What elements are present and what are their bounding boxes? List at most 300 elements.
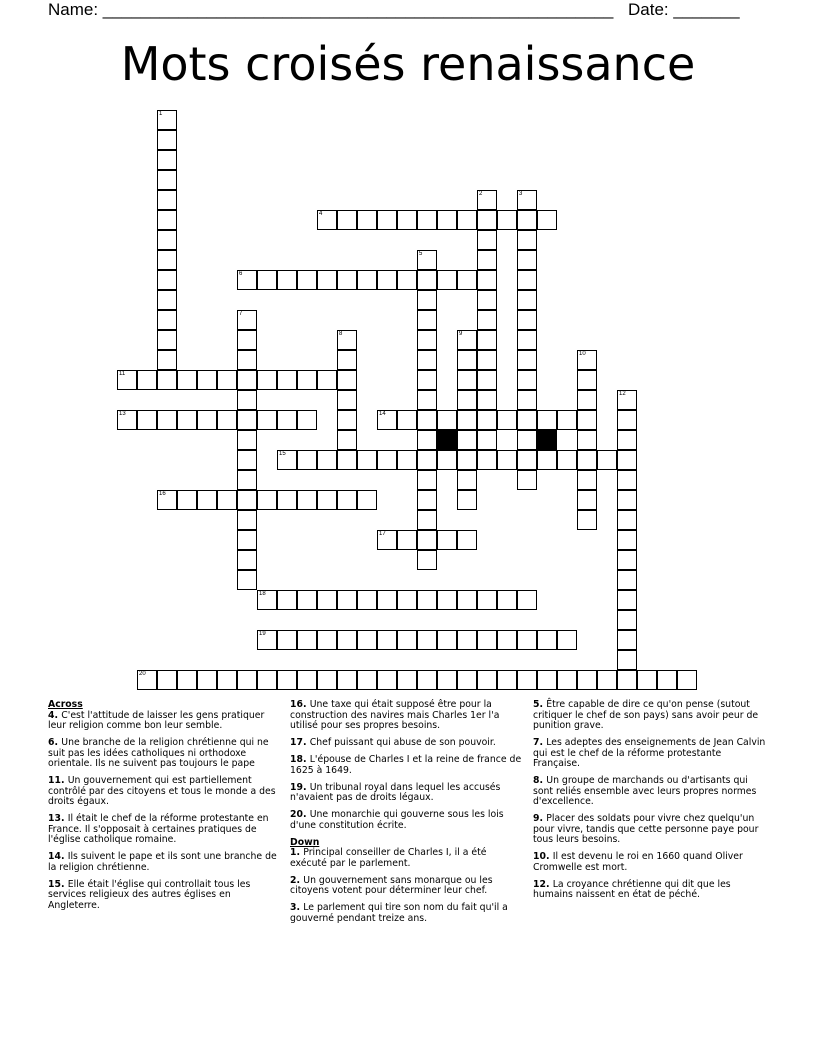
- grid-cell[interactable]: [297, 410, 317, 430]
- grid-cell[interactable]: [417, 270, 437, 290]
- clue-item-number: 19: [290, 781, 303, 793]
- black-square: [537, 430, 557, 450]
- grid-cell[interactable]: [217, 490, 237, 510]
- grid-cell[interactable]: [437, 530, 457, 550]
- grid-cell[interactable]: [277, 370, 297, 390]
- grid-cell[interactable]: [157, 250, 177, 270]
- clue-item-number: 15: [48, 878, 61, 890]
- grid-cell[interactable]: [377, 590, 397, 610]
- grid-cell[interactable]: [317, 370, 337, 390]
- clue-item: 20. Une monarchie qui gouverne sous les lois d'une constitution écrite.: [290, 809, 504, 831]
- grid-cell[interactable]: [317, 270, 337, 290]
- grid-cell[interactable]: [237, 430, 257, 450]
- grid-cell[interactable]: [237, 370, 257, 390]
- grid-cell[interactable]: [457, 270, 477, 290]
- clue-item-number: 9: [533, 813, 540, 824]
- clues-heading: Down: [290, 836, 320, 848]
- grid-cell[interactable]: [477, 590, 497, 610]
- grid-cell[interactable]: [617, 390, 637, 410]
- grid-cell[interactable]: [377, 630, 397, 650]
- grid-cell[interactable]: [477, 230, 497, 250]
- clue-item-text: Un tribunal royal dans lequel les accusés n'avaient pas de droits légaux.: [290, 781, 501, 803]
- grid-cell[interactable]: [477, 270, 497, 290]
- grid-cell[interactable]: [577, 470, 597, 490]
- grid-cell[interactable]: [457, 410, 477, 430]
- grid-cell[interactable]: [457, 390, 477, 410]
- clue-item-text: L'épouse de Charles I et la reine de france de 1625 à 1649.: [290, 754, 522, 776]
- grid-cell[interactable]: [317, 590, 337, 610]
- clue-item: 14. Ils suivent le pape et ils sont une branche de la religion chrétienne.: [48, 851, 277, 873]
- grid-cell[interactable]: [597, 670, 617, 690]
- clue-item: 7. Les adeptes des enseignements de Jean Calvin qui est le chef de la réforme protestante Française.: [533, 737, 766, 769]
- grid-cell[interactable]: [577, 390, 597, 410]
- grid-cell[interactable]: [417, 630, 437, 650]
- grid-cell[interactable]: [177, 670, 197, 690]
- clue-number: 11: [119, 371, 126, 377]
- grid-cell[interactable]: [537, 210, 557, 230]
- grid-cell[interactable]: [237, 550, 257, 570]
- grid-cell[interactable]: [497, 410, 517, 430]
- grid-cell[interactable]: [257, 630, 277, 650]
- grid-cell[interactable]: [237, 330, 257, 350]
- grid-cell[interactable]: [157, 410, 177, 430]
- grid-cell[interactable]: [497, 210, 517, 230]
- grid-cell[interactable]: [157, 490, 177, 510]
- grid-cell[interactable]: [157, 330, 177, 350]
- grid-cell[interactable]: [617, 570, 637, 590]
- grid-cell[interactable]: [417, 290, 437, 310]
- grid-cell[interactable]: [517, 190, 537, 210]
- grid-cell[interactable]: [577, 490, 597, 510]
- clue-item-number: 5: [533, 699, 540, 710]
- grid-cell[interactable]: [617, 450, 637, 470]
- grid-cell[interactable]: [517, 430, 537, 450]
- clue-item-text: Un groupe de marchands ou d'artisants qui sont reliés ensemble avec leurs propres normes d'excellence.: [533, 775, 757, 807]
- grid-cell[interactable]: [217, 370, 237, 390]
- grid-cell[interactable]: [457, 430, 477, 450]
- grid-cell[interactable]: [517, 250, 537, 270]
- grid-cell[interactable]: [517, 330, 537, 350]
- grid-cell[interactable]: [337, 490, 357, 510]
- grid-cell[interactable]: [237, 530, 257, 550]
- grid-cell[interactable]: [657, 670, 677, 690]
- grid-cell[interactable]: [417, 450, 437, 470]
- grid-cell[interactable]: [437, 630, 457, 650]
- grid-cell[interactable]: [577, 510, 597, 530]
- clue-number: 19: [259, 631, 266, 637]
- grid-cell[interactable]: [517, 350, 537, 370]
- grid-cell[interactable]: [377, 410, 397, 430]
- grid-cell[interactable]: [157, 670, 177, 690]
- grid-cell[interactable]: [477, 330, 497, 350]
- clue-item-text: Un gouvernement qui est partiellement contrôlé par des citoyens et tous le monde a des droits égaux.: [48, 775, 276, 807]
- grid-cell[interactable]: [257, 490, 277, 510]
- grid-cell[interactable]: [397, 630, 417, 650]
- clue-item-number: 20: [290, 809, 303, 820]
- grid-cell[interactable]: [337, 670, 357, 690]
- grid-cell[interactable]: [477, 350, 497, 370]
- clue-number: 5: [419, 251, 423, 257]
- grid-cell[interactable]: [317, 450, 337, 470]
- grid-cell[interactable]: [337, 450, 357, 470]
- grid-cell[interactable]: [457, 210, 477, 230]
- clue-number: 7: [239, 311, 243, 317]
- grid-cell[interactable]: [617, 630, 637, 650]
- grid-cell[interactable]: [537, 670, 557, 690]
- grid-cell[interactable]: [177, 490, 197, 510]
- clues-heading: Across: [48, 699, 83, 710]
- clue-number: 16: [159, 491, 166, 497]
- grid-cell[interactable]: [357, 210, 377, 230]
- grid-cell[interactable]: [477, 430, 497, 450]
- grid-cell[interactable]: [477, 250, 497, 270]
- clue-item-number: 10: [533, 851, 546, 862]
- grid-cell[interactable]: [277, 590, 297, 610]
- grid-cell[interactable]: [477, 210, 497, 230]
- grid-cell[interactable]: [197, 370, 217, 390]
- grid-cell[interactable]: [357, 450, 377, 470]
- grid-cell[interactable]: [497, 630, 517, 650]
- grid-cell[interactable]: [457, 630, 477, 650]
- grid-cell[interactable]: [517, 450, 537, 470]
- clue-item: 8. Un groupe de marchands ou d'artisants qui sont reliés ensemble avec leurs propres normes d'excellence.: [533, 775, 757, 807]
- clue-item: 16. Une taxe qui était supposé être pour la construction des navires mais Charles 1er l'a utilisé pour ses propres besoins.: [290, 699, 500, 731]
- grid-cell[interactable]: [617, 550, 637, 570]
- grid-cell[interactable]: [617, 530, 637, 550]
- grid-cell[interactable]: [417, 370, 437, 390]
- clue-item-text: La croyance chrétienne qui dit que les humains naissent en état de péché.: [533, 878, 731, 900]
- grid-cell[interactable]: [237, 310, 257, 330]
- grid-cell[interactable]: [137, 670, 157, 690]
- grid-cell[interactable]: [197, 490, 217, 510]
- grid-cell[interactable]: [477, 190, 497, 210]
- clue-item-text: Placer des soldats pour vivre chez quelqu'un pour vivre, tandis que cette personne paye pour tous leurs besoins.: [533, 813, 759, 845]
- clue-item-number: 3: [290, 902, 297, 913]
- grid-cell[interactable]: [417, 510, 437, 530]
- grid-cell[interactable]: [297, 630, 317, 650]
- grid-cell[interactable]: [397, 450, 417, 470]
- grid-cell[interactable]: [397, 670, 417, 690]
- grid-cell[interactable]: [257, 370, 277, 390]
- grid-cell[interactable]: [517, 390, 537, 410]
- grid-cell[interactable]: [477, 670, 497, 690]
- grid-cell[interactable]: [297, 370, 317, 390]
- grid-cell[interactable]: [417, 310, 437, 330]
- grid-cell[interactable]: [617, 590, 637, 610]
- grid-cell[interactable]: [237, 450, 257, 470]
- grid-cell[interactable]: [157, 230, 177, 250]
- grid-cell[interactable]: [237, 670, 257, 690]
- grid-cell[interactable]: [337, 390, 357, 410]
- grid-cell[interactable]: [517, 210, 537, 230]
- clue-number: 1: [159, 111, 163, 117]
- grid-cell[interactable]: [137, 370, 157, 390]
- grid-cell[interactable]: [277, 410, 297, 430]
- grid-cell[interactable]: [437, 590, 457, 610]
- grid-cell[interactable]: [157, 310, 177, 330]
- grid-cell[interactable]: [157, 110, 177, 130]
- grid-cell[interactable]: [417, 550, 437, 570]
- grid-cell[interactable]: [617, 470, 637, 490]
- grid-cell[interactable]: [617, 430, 637, 450]
- grid-cell[interactable]: [577, 410, 597, 430]
- grid-cell[interactable]: [397, 210, 417, 230]
- grid-cell[interactable]: [157, 270, 177, 290]
- grid-cell[interactable]: [477, 370, 497, 390]
- grid-cell[interactable]: [397, 530, 417, 550]
- grid-cell[interactable]: [477, 450, 497, 470]
- grid-cell[interactable]: [437, 210, 457, 230]
- grid-cell[interactable]: [577, 670, 597, 690]
- grid-cell[interactable]: [237, 490, 257, 510]
- grid-cell[interactable]: [337, 330, 357, 350]
- grid-cell[interactable]: [517, 310, 537, 330]
- grid-cell[interactable]: [557, 670, 577, 690]
- grid-cell[interactable]: [377, 450, 397, 470]
- clue-item-text: Chef puissant qui abuse de son pouvoir.: [309, 737, 496, 748]
- grid-cell[interactable]: [397, 270, 417, 290]
- grid-cell[interactable]: [617, 490, 637, 510]
- grid-cell[interactable]: [577, 350, 597, 370]
- grid-cell[interactable]: [237, 350, 257, 370]
- grid-cell[interactable]: [157, 290, 177, 310]
- grid-cell[interactable]: [157, 150, 177, 170]
- grid-cell[interactable]: [317, 490, 337, 510]
- grid-cell[interactable]: [537, 630, 557, 650]
- grid-cell[interactable]: [157, 170, 177, 190]
- grid-cell[interactable]: [317, 670, 337, 690]
- grid-cell[interactable]: [257, 590, 277, 610]
- grid-cell[interactable]: [377, 670, 397, 690]
- grid-cell[interactable]: [457, 330, 477, 350]
- grid-cell[interactable]: [577, 370, 597, 390]
- grid-cell[interactable]: [297, 590, 317, 610]
- grid-cell[interactable]: [137, 410, 157, 430]
- grid-cell[interactable]: [557, 450, 577, 470]
- grid-cell[interactable]: [517, 630, 537, 650]
- grid-cell[interactable]: [437, 670, 457, 690]
- grid-cell[interactable]: [177, 410, 197, 430]
- grid-cell[interactable]: [497, 450, 517, 470]
- clue-number: 15: [279, 451, 286, 457]
- grid-cell[interactable]: [297, 450, 317, 470]
- grid-cell[interactable]: [437, 270, 457, 290]
- grid-cell[interactable]: [177, 370, 197, 390]
- grid-cell[interactable]: [517, 230, 537, 250]
- grid-cell[interactable]: [117, 410, 137, 430]
- grid-cell[interactable]: [437, 410, 457, 430]
- clue-number: 10: [579, 351, 586, 357]
- grid-cell[interactable]: [277, 630, 297, 650]
- grid-cell[interactable]: [457, 590, 477, 610]
- clue-number: 8: [339, 331, 343, 337]
- grid-cell[interactable]: [457, 350, 477, 370]
- grid-cell[interactable]: [237, 470, 257, 490]
- clue-item: 18. L'épouse de Charles I et la reine de france de 1625 à 1649.: [290, 754, 522, 776]
- clue-item: 15. Elle était l'église qui controllait tous les services religieux des autres églises en Angleterre.: [48, 878, 251, 911]
- grid-cell[interactable]: [417, 350, 437, 370]
- grid-cell[interactable]: [337, 350, 357, 370]
- grid-cell[interactable]: [117, 370, 137, 390]
- grid-cell[interactable]: [437, 450, 457, 470]
- grid-cell[interactable]: [417, 590, 437, 610]
- clues-column-1: [48, 700, 280, 918]
- grid-cell[interactable]: [337, 630, 357, 650]
- grid-cell[interactable]: [237, 570, 257, 590]
- grid-cell[interactable]: [337, 410, 357, 430]
- grid-cell[interactable]: [517, 590, 537, 610]
- clue-item-number: 14: [48, 851, 61, 862]
- clue-item-number: 13: [48, 813, 61, 824]
- clue-item-number: 1: [290, 847, 297, 858]
- grid-cell[interactable]: [417, 250, 437, 270]
- grid-cell[interactable]: [417, 530, 437, 550]
- grid-cell[interactable]: [277, 670, 297, 690]
- grid-cell[interactable]: [577, 450, 597, 470]
- grid-cell[interactable]: [557, 630, 577, 650]
- grid-cell[interactable]: [277, 450, 297, 470]
- grid-cell[interactable]: [477, 390, 497, 410]
- grid-cell[interactable]: [217, 410, 237, 430]
- grid-cell[interactable]: [557, 410, 577, 430]
- grid-cell[interactable]: [297, 490, 317, 510]
- grid-cell[interactable]: [457, 530, 477, 550]
- grid-cell[interactable]: [337, 430, 357, 450]
- clue-number: 9: [459, 331, 463, 337]
- grid-cell[interactable]: [617, 410, 637, 430]
- grid-cell[interactable]: [417, 470, 437, 490]
- grid-cell[interactable]: [517, 290, 537, 310]
- clue-item-text: Il est devenu le roi en 1660 quand Oliver Cromwelle est mort.: [533, 851, 743, 873]
- grid-cell[interactable]: [677, 670, 697, 690]
- grid-cell[interactable]: [157, 350, 177, 370]
- grid-cell[interactable]: [417, 330, 437, 350]
- grid-cell[interactable]: [457, 450, 477, 470]
- grid-cell[interactable]: [457, 470, 477, 490]
- clue-item-number: 8: [533, 775, 540, 786]
- clue-number: 20: [139, 671, 146, 677]
- grid-cell[interactable]: [617, 610, 637, 630]
- grid-cell[interactable]: [497, 670, 517, 690]
- grid-cell[interactable]: [257, 270, 277, 290]
- grid-cell[interactable]: [317, 210, 337, 230]
- grid-cell[interactable]: [417, 430, 437, 450]
- grid-cell[interactable]: [457, 670, 477, 690]
- grid-cell[interactable]: [417, 390, 437, 410]
- grid-cell[interactable]: [397, 410, 417, 430]
- grid-cell[interactable]: [297, 270, 317, 290]
- grid-cell[interactable]: [597, 450, 617, 470]
- grid-cell[interactable]: [517, 410, 537, 430]
- clue-number: 18: [259, 591, 266, 597]
- grid-cell[interactable]: [497, 590, 517, 610]
- grid-cell[interactable]: [157, 370, 177, 390]
- grid-cell[interactable]: [577, 430, 597, 450]
- grid-cell[interactable]: [237, 390, 257, 410]
- grid-cell[interactable]: [257, 410, 277, 430]
- clue-item-number: 7: [533, 737, 540, 748]
- clue-item: 11. Un gouvernement qui est partiellement contrôlé par des citoyens et tous le monde a des droits égaux.: [48, 775, 276, 807]
- grid-cell[interactable]: [357, 270, 377, 290]
- grid-cell[interactable]: [457, 490, 477, 510]
- grid-cell[interactable]: [477, 310, 497, 330]
- grid-cell[interactable]: [237, 510, 257, 530]
- grid-cell[interactable]: [157, 130, 177, 150]
- date-field[interactable]: Date: _______: [628, 0, 740, 19]
- grid-cell[interactable]: [237, 270, 257, 290]
- grid-cell[interactable]: [197, 670, 217, 690]
- grid-cell[interactable]: [517, 270, 537, 290]
- grid-cell[interactable]: [337, 590, 357, 610]
- grid-cell[interactable]: [477, 630, 497, 650]
- grid-cell[interactable]: [157, 210, 177, 230]
- grid-cell[interactable]: [397, 590, 417, 610]
- grid-cell[interactable]: [377, 210, 397, 230]
- grid-cell[interactable]: [337, 370, 357, 390]
- grid-cell[interactable]: [197, 410, 217, 430]
- clue-item-number: 11: [48, 775, 61, 786]
- grid-cell[interactable]: [237, 410, 257, 430]
- grid-cell[interactable]: [417, 410, 437, 430]
- grid-cell[interactable]: [537, 410, 557, 430]
- grid-cell[interactable]: [617, 650, 637, 670]
- grid-cell[interactable]: [517, 470, 537, 490]
- grid-cell[interactable]: [417, 670, 437, 690]
- grid-cell[interactable]: [297, 670, 317, 690]
- grid-cell[interactable]: [357, 590, 377, 610]
- grid-cell[interactable]: [217, 670, 237, 690]
- clue-number: 17: [379, 531, 386, 537]
- clue-item-number: 18: [290, 754, 303, 765]
- clue-item-number: 4: [48, 709, 55, 721]
- grid-cell[interactable]: [357, 630, 377, 650]
- grid-cell[interactable]: [357, 670, 377, 690]
- grid-cell[interactable]: [517, 370, 537, 390]
- grid-cell[interactable]: [377, 530, 397, 550]
- grid-cell[interactable]: [257, 670, 277, 690]
- grid-cell[interactable]: [517, 670, 537, 690]
- grid-cell[interactable]: [457, 370, 477, 390]
- clue-number: 6: [239, 271, 243, 277]
- clue-item-text: Principal conseiller de Charles I, il a été exécuté par le parlement.: [290, 847, 487, 869]
- grid-cell[interactable]: [477, 410, 497, 430]
- grid-cell[interactable]: [337, 270, 357, 290]
- grid-cell[interactable]: [277, 490, 297, 510]
- grid-cell[interactable]: [317, 630, 337, 650]
- clue-item-text: Il était le chef de la réforme protestante en France. Il s'opposait à certaines pratiques de l'église catholique romaine.: [48, 813, 269, 845]
- grid-cell[interactable]: [377, 270, 397, 290]
- grid-cell[interactable]: [617, 510, 637, 530]
- grid-cell[interactable]: [417, 210, 437, 230]
- grid-cell[interactable]: [157, 190, 177, 210]
- grid-cell[interactable]: [477, 290, 497, 310]
- clues-column-3: [533, 700, 769, 907]
- grid-cell[interactable]: [417, 490, 437, 510]
- grid-cell[interactable]: [337, 210, 357, 230]
- clue-item-text: Le parlement qui tire son nom du fait qu'il a gouverné pendant treize ans.: [290, 902, 508, 924]
- name-field[interactable]: Name: ______________________________________________________: [48, 0, 614, 19]
- clue-item-number: 2: [290, 874, 297, 886]
- grid-cell[interactable]: [537, 450, 557, 470]
- clue-item: 13. Il était le chef de la réforme protestante en France. Il s'opposait à certaines pratiques de l'église catholique romaine.: [48, 813, 269, 845]
- grid-cell[interactable]: [277, 270, 297, 290]
- grid-cell[interactable]: [617, 670, 637, 690]
- clue-item-number: 6: [48, 737, 55, 748]
- clue-item: 12. La croyance chrétienne qui dit que les humains naissent en état de péché.: [533, 878, 731, 900]
- grid-cell[interactable]: [357, 490, 377, 510]
- grid-cell[interactable]: [637, 670, 657, 690]
- clue-item-text: C'est l'attitude de laisser les gens pratiquer leur religion comme bon leur semble.: [48, 709, 265, 731]
